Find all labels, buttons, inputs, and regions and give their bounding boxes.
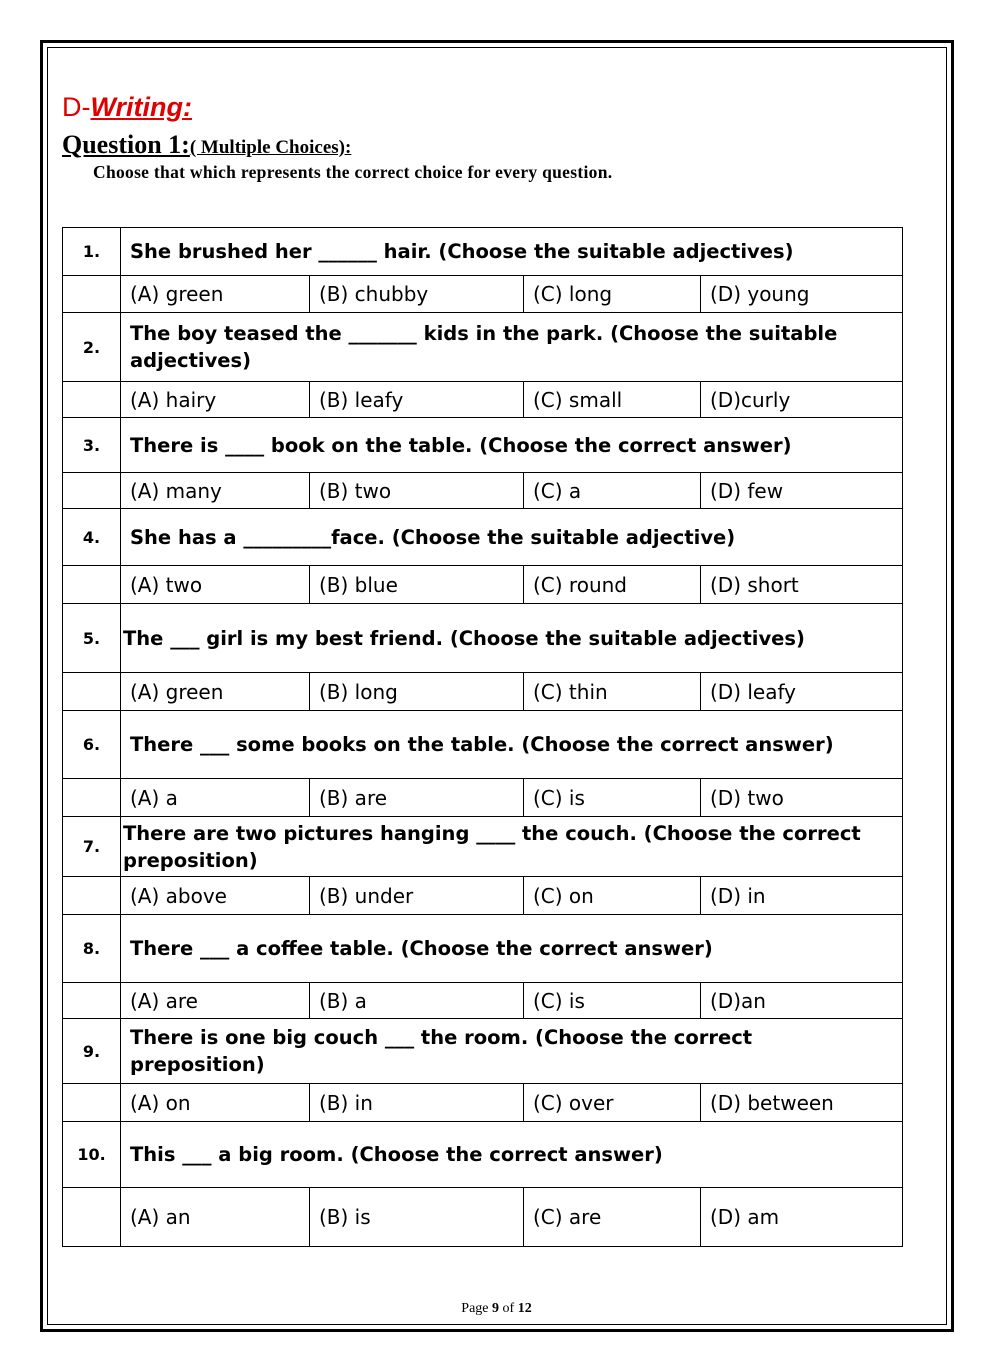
option-c: (C) is [524, 779, 701, 817]
option-a: (A) green [121, 276, 310, 313]
option-c: (C) small [524, 382, 701, 418]
option-b: (B) are [310, 779, 524, 817]
question-title: Question 1: [62, 130, 190, 159]
options-row [63, 473, 903, 509]
section-title: Writing: [90, 92, 192, 122]
options-row [63, 779, 903, 817]
footer-page-word: Page [461, 1301, 489, 1316]
blank-cell [63, 983, 121, 1019]
option-a: (A) an [121, 1188, 310, 1247]
questions-table [62, 227, 903, 1247]
question-row [63, 1122, 903, 1188]
option-b: (B) is [310, 1188, 524, 1247]
option-d: (D)curly [701, 382, 903, 418]
options-row [63, 1084, 903, 1122]
question-heading [62, 130, 351, 160]
option-a: (A) on [121, 1084, 310, 1122]
option-d: (D)an [701, 983, 903, 1019]
question-text: There is one big couch ___ the room. (Choose the correct preposition) [121, 1019, 903, 1084]
question-text: This ___ a big room. (Choose the correct answer) [121, 1122, 903, 1188]
option-d: (D) in [701, 877, 903, 915]
options-row [63, 877, 903, 915]
option-b: (B) chubby [310, 276, 524, 313]
question-row [63, 228, 903, 276]
option-a: (A) green [121, 673, 310, 711]
question-number: 2. [63, 313, 121, 382]
options-row [63, 673, 903, 711]
blank-cell [63, 673, 121, 711]
footer-current-page: 9 [492, 1301, 500, 1316]
question-number: 1. [63, 228, 121, 276]
option-d: (D) short [701, 566, 903, 604]
question-row [63, 915, 903, 983]
option-c: (C) on [524, 877, 701, 915]
option-d: (D) few [701, 473, 903, 509]
section-prefix: D- [62, 92, 91, 122]
option-c: (C) is [524, 983, 701, 1019]
question-row [63, 817, 903, 877]
option-a: (A) are [121, 983, 310, 1019]
blank-cell [63, 566, 121, 604]
blank-cell [63, 382, 121, 418]
question-row [63, 711, 903, 779]
question-number: 4. [63, 509, 121, 566]
footer-of-word: of [502, 1301, 515, 1316]
option-c: (C) round [524, 566, 701, 604]
question-text: The boy teased the _______ kids in the park. (Choose the suitable adjectives) [121, 313, 903, 382]
question-subtitle: ( Multiple Choices): [189, 137, 352, 158]
option-b: (B) in [310, 1084, 524, 1122]
options-row [63, 566, 903, 604]
question-number: 6. [63, 711, 121, 779]
option-b: (B) under [310, 877, 524, 915]
question-number: 5. [63, 604, 121, 673]
options-row [63, 276, 903, 313]
option-a: (A) a [121, 779, 310, 817]
blank-cell [63, 1084, 121, 1122]
question-row [63, 418, 903, 473]
option-c: (C) thin [524, 673, 701, 711]
option-b: (B) blue [310, 566, 524, 604]
blank-cell [63, 1188, 121, 1247]
question-text: There are two pictures hanging ____ the couch. (Choose the correct preposition) [121, 817, 903, 877]
question-number: 8. [63, 915, 121, 983]
options-row [63, 983, 903, 1019]
question-text: There is ____ book on the table. (Choose the correct answer) [121, 418, 903, 473]
page-footer [0, 1301, 993, 1317]
option-b: (B) a [310, 983, 524, 1019]
options-row [63, 1188, 903, 1247]
blank-cell [63, 877, 121, 915]
option-b: (B) long [310, 673, 524, 711]
option-c: (C) a [524, 473, 701, 509]
question-number: 10. [63, 1122, 121, 1188]
option-a: (A) hairy [121, 382, 310, 418]
question-text: There ___ some books on the table. (Choose the correct answer) [121, 711, 903, 779]
option-a: (A) many [121, 473, 310, 509]
section-heading [62, 92, 192, 123]
blank-cell [63, 779, 121, 817]
option-a: (A) above [121, 877, 310, 915]
option-d: (D) between [701, 1084, 903, 1122]
question-instruction: Choose that which represents the correct choice for every question. [93, 162, 613, 182]
blank-cell [63, 276, 121, 313]
question-row [63, 313, 903, 382]
question-text: The ___ girl is my best friend. (Choose the suitable adjectives) [121, 604, 903, 673]
option-d: (D) young [701, 276, 903, 313]
question-text: She brushed her ______ hair. (Choose the suitable adjectives) [121, 228, 903, 276]
option-b: (B) leafy [310, 382, 524, 418]
question-row [63, 604, 903, 673]
option-a: (A) two [121, 566, 310, 604]
option-c: (C) over [524, 1084, 701, 1122]
question-number: 3. [63, 418, 121, 473]
option-d: (D) leafy [701, 673, 903, 711]
question-text: She has a _________face. (Choose the suitable adjective) [121, 509, 903, 566]
question-row [63, 509, 903, 566]
question-row [63, 1019, 903, 1084]
question-number: 9. [63, 1019, 121, 1084]
options-row [63, 382, 903, 418]
option-d: (D) am [701, 1188, 903, 1247]
footer-total-pages: 12 [517, 1301, 532, 1316]
blank-cell [63, 473, 121, 509]
option-b: (B) two [310, 473, 524, 509]
option-c: (C) are [524, 1188, 701, 1247]
question-text: There ___ a coffee table. (Choose the correct answer) [121, 915, 903, 983]
question-number: 7. [63, 817, 121, 877]
option-d: (D) two [701, 779, 903, 817]
option-c: (C) long [524, 276, 701, 313]
